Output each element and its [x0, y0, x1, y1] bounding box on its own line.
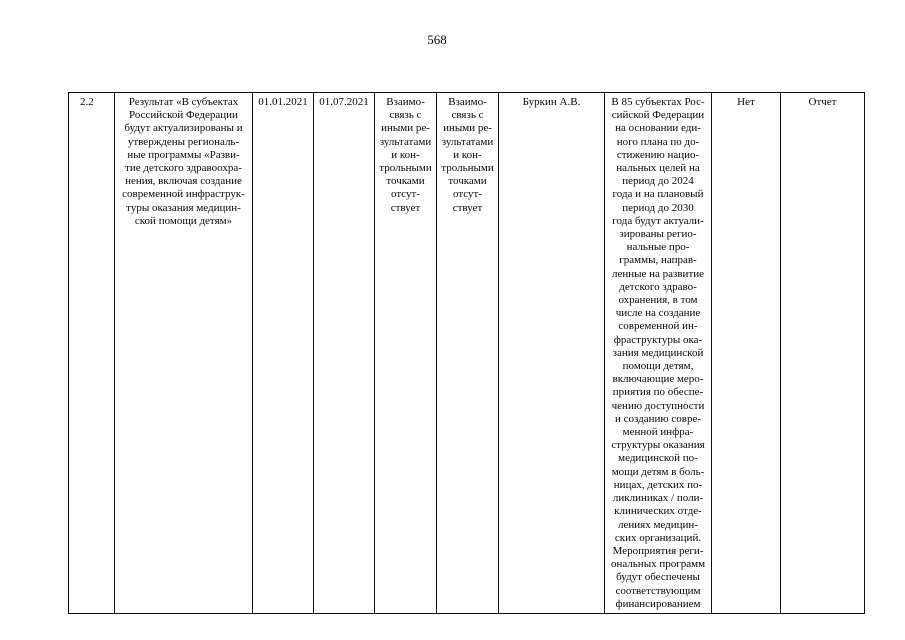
description-line: ликлиниках / поли- [612, 492, 704, 505]
relation-line: и кон- [453, 148, 482, 161]
description-line: зания медицинской [612, 346, 704, 359]
description-line: соответствующим [615, 584, 701, 597]
flag-value: Нет [737, 96, 755, 108]
description-line: В 85 субъектах Рос- [611, 96, 705, 108]
result-line: Результат «В субъектах [128, 96, 239, 108]
description-line: приятия по обеспе- [612, 386, 704, 399]
result-line: современной инфраструк- [122, 188, 245, 201]
description-line: стижению нацио- [616, 148, 700, 161]
description-line: менной инфра- [622, 426, 694, 439]
description-line: числе на создание [615, 307, 701, 320]
start-date: 01.01.2021 [258, 96, 308, 108]
relation-line: зультатами [441, 135, 494, 148]
description-line: года и на плановый [612, 188, 704, 201]
description-line: чению доступности [611, 399, 705, 412]
cell-responsible [499, 93, 605, 613]
relation-line: отсут- [452, 188, 482, 201]
description-line: мощи детям в боль- [611, 465, 705, 478]
relation-line: связь с [451, 109, 484, 122]
description-line: структуры оказания [611, 439, 705, 452]
description-line: и созданию совре- [614, 412, 701, 425]
end-date: 01.07.2021 [319, 96, 369, 108]
description-line: охранения, в том [618, 294, 698, 307]
relation-line: Взаимо- [386, 96, 425, 108]
responsible-person: Буркин А.В. [522, 96, 581, 108]
relation-line: иными ре- [443, 122, 492, 135]
description-line: нальные про- [626, 241, 690, 254]
relation-line: точками [448, 175, 487, 188]
report-type: Отчет [808, 96, 837, 108]
cell-description [605, 93, 712, 613]
result-line: тие детского здравоохра- [125, 162, 242, 175]
description-line: фраструктуры ока- [613, 333, 703, 346]
relation-line: ствует [390, 201, 421, 214]
description-line: детского здраво- [619, 280, 697, 293]
description-line: года будут актуали- [612, 214, 704, 227]
description-line: финансированием [615, 597, 701, 610]
cell-result [115, 93, 253, 613]
relation-line: Взаимо- [448, 96, 487, 108]
description-line: ленные на развитие [611, 267, 705, 280]
description-line: Мероприятия реги- [612, 544, 704, 557]
description-line: ного плана по до- [616, 135, 700, 148]
relation-line: отсут- [390, 188, 420, 201]
relation-line: и кон- [391, 148, 420, 161]
description-line: период до 2024 [622, 175, 694, 188]
cell-start-date [253, 93, 314, 613]
data-table [68, 92, 865, 614]
cell-row-number [69, 93, 115, 613]
relation-line: иными ре- [381, 122, 430, 135]
relation-line: трольными [379, 162, 432, 175]
description-line: нальных целей на [616, 162, 700, 175]
relation-line: связь с [389, 109, 422, 122]
description-line: медицинской по- [618, 452, 698, 465]
result-line: нения, включая создание [125, 175, 242, 188]
relation-line: трольными [441, 162, 494, 175]
description-line: клинических отде- [614, 505, 702, 518]
result-line: туры оказания медицин- [126, 201, 241, 214]
relation-line: ствует [452, 201, 483, 214]
description-line: зированы регио- [619, 228, 697, 241]
row-number: 2.2 [80, 96, 94, 108]
result-line: Российской Федерации [129, 109, 238, 122]
result-line: будут актуализированы и [124, 122, 243, 135]
description-line: лениях медицин- [618, 518, 698, 531]
description-line: ональных программ [610, 558, 706, 571]
description-line: будут обеспечены [616, 571, 700, 584]
description-line: на основании еди- [615, 122, 701, 135]
description-line: помощи детям, [622, 360, 694, 373]
cell-relation-2 [437, 93, 499, 613]
description-line: граммы, направ- [619, 254, 697, 267]
description-line: ских организаций. [614, 531, 702, 544]
description-line: ницах, детских по- [613, 478, 703, 491]
description-line: период до 2030 [622, 201, 694, 214]
result-line: утверждены региональ- [127, 135, 240, 148]
cell-report [781, 93, 864, 613]
cell-flag [712, 93, 781, 613]
description-line: включающие меро- [612, 373, 704, 386]
result-line: ской помощи детям» [134, 214, 233, 227]
result-line: ные программы «Разви- [127, 148, 240, 161]
relation-line: зультатами [379, 135, 432, 148]
page-number: 568 [427, 32, 447, 47]
cell-relation-1 [375, 93, 437, 613]
cell-end-date [314, 93, 375, 613]
description-line: современной ин- [618, 320, 698, 333]
relation-line: точками [386, 175, 425, 188]
description-line: сийской Федерации [611, 109, 705, 122]
